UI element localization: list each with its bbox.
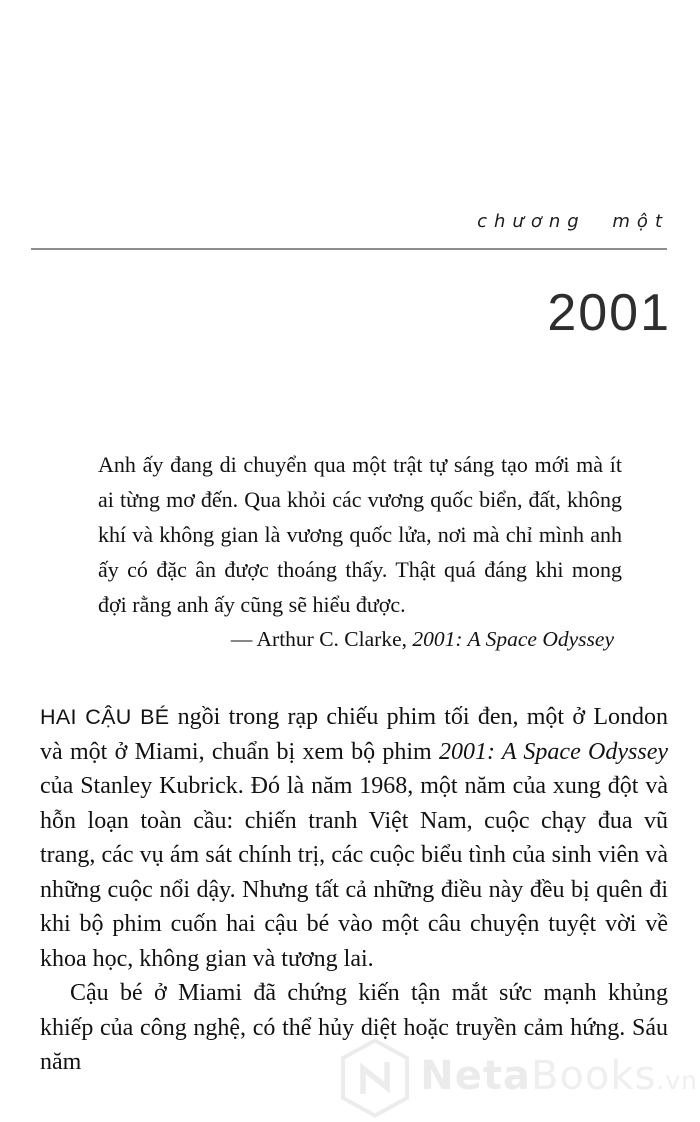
epigraph [98,447,622,657]
paragraph-1-book-title: 2001: A Space Odyssey [439,738,668,765]
paragraph-lead-in: HAI CẬU BÉ [40,705,170,729]
paragraph-1-segment-2: của Stanley Kubrick. Đó là năm 1968, một năm của xung đột và hỗn loạn toàn cầu: chiến tranh Việt Nam, cuộc chạy đua vũ trang, các vụ ám sát chính trị, các cuộc biểu tình của sinh viên và những cuộc nổi dậy. Nhưng tất cả những điều này đều bị quên đi khi bộ phim cuốn hai cậu bé vào một câu chuyện tuyệt vời về khoa học, không gian và tương lai. [40,773,668,972]
watermark-domain-suffix: .vn [656,1065,698,1095]
paragraph-1 [40,700,668,976]
watermark-brand-neta: Neta [420,1052,532,1099]
chapter-label: chương một [477,211,669,232]
header-divider [31,248,667,250]
chapter-number: 2001 [547,284,671,342]
netabooks-wordmark [420,1052,698,1101]
epigraph-text: Anh ấy đang di chuyển qua một trật tự sáng tạo mới mà ít ai từng mơ đến. Qua khỏi các vương quốc biển, đất, không khí và không gian là vương quốc lửa, nơi mà chỉ mình anh ấy có đặc ân được thoáng thấy. Thật quá đáng khi mong đợi rằng anh ấy cũng sẽ hiểu được. [98,452,622,617]
attribution-book-title: 2001: A Space Odyssey [412,627,614,651]
body-text [40,700,668,1080]
epigraph-attribution [98,622,622,657]
paragraph-1-segment-1: ngồi trong rạp chiếu phim tối đen, một ở London và một ở Miami, chuẩn bị xem bộ phim [40,704,668,765]
netabooks-watermark [338,1038,698,1118]
hexagon-n-icon [338,1038,412,1118]
paragraph-2: Cậu bé ở Miami đã chứng kiến tận mắt sức mạnh khủng khiếp của công nghệ, có thể hủy diệt hoặc truyền cảm hứng. Sáu năm [40,980,668,1075]
attribution-author: — Arthur C. Clarke, [230,627,413,651]
watermark-brand-books: Books [531,1052,657,1099]
